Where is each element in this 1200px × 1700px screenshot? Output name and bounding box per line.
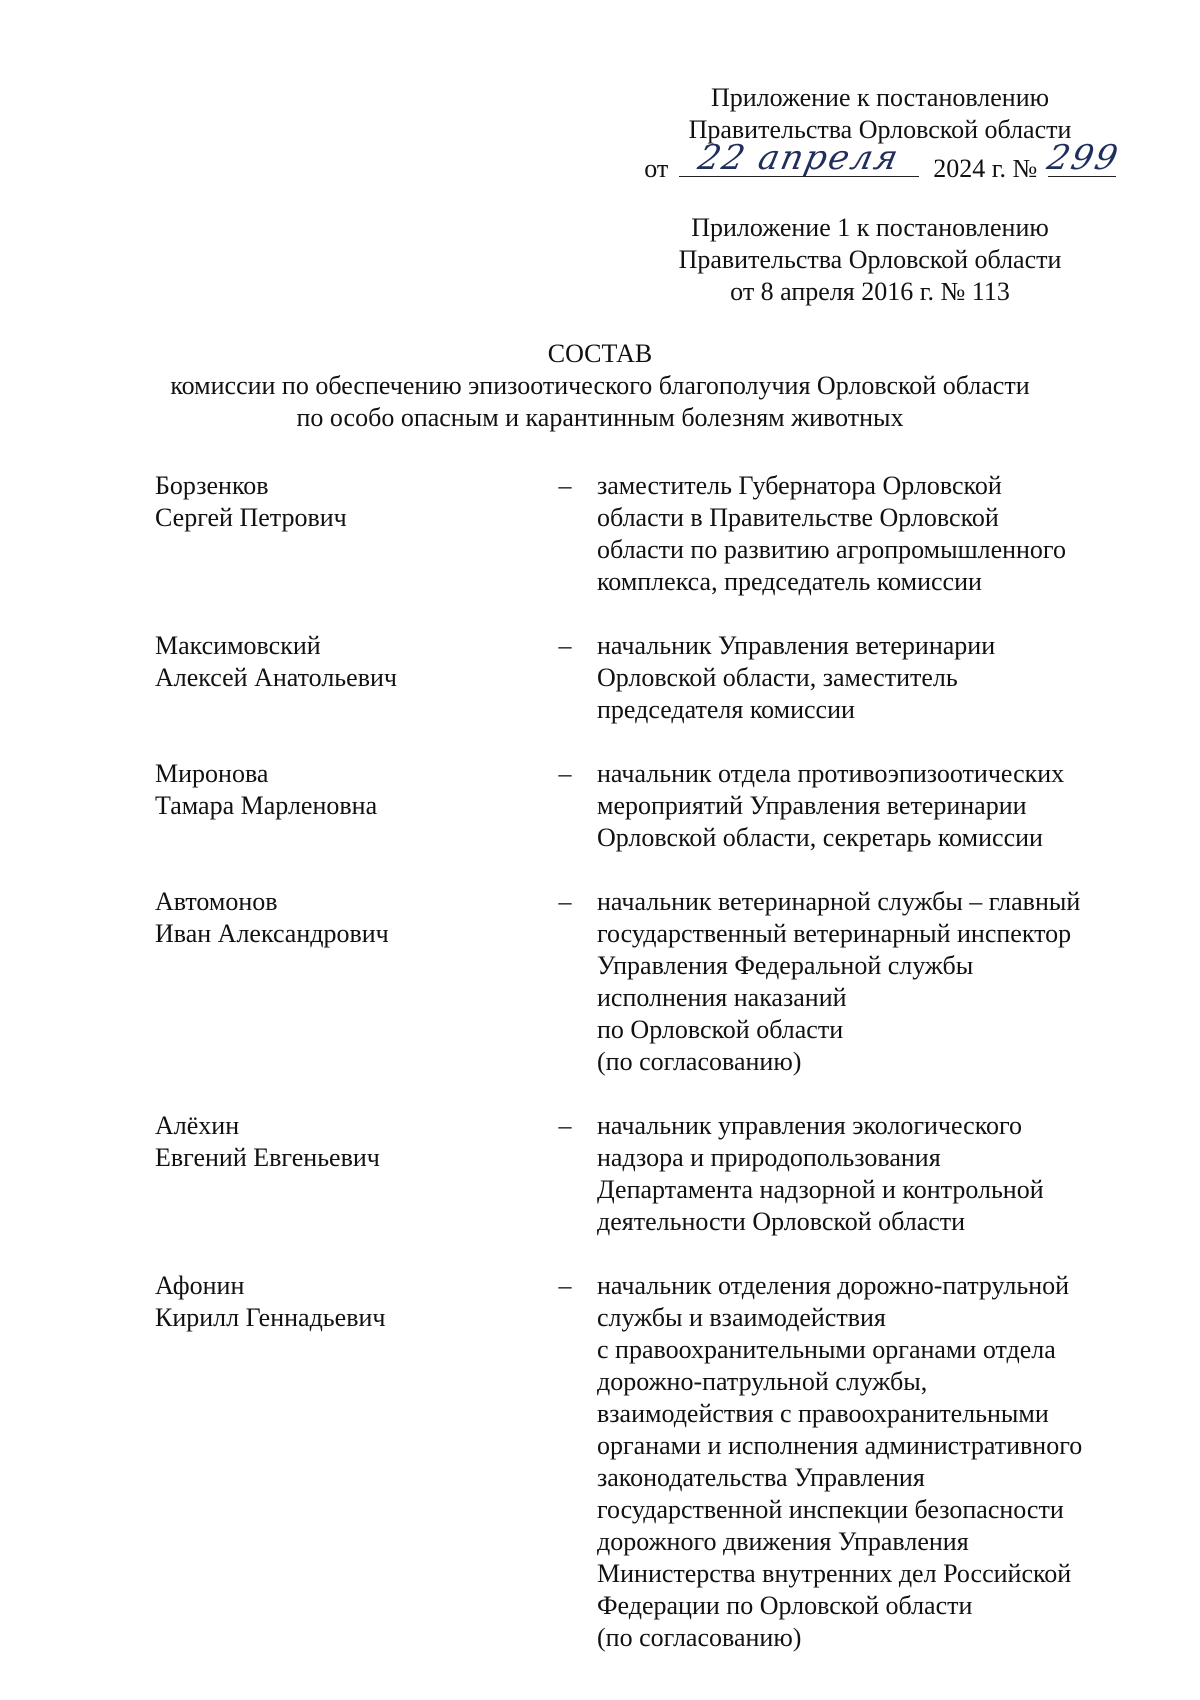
members-list [155, 470, 1140, 1686]
title-line3: по особо опасным и карантинным болезням животных [296, 403, 904, 432]
member-position-line: начальник ветеринарной службы – главный [597, 887, 1081, 916]
member-position-line: Министерства внутренних дел Российской [597, 1559, 1072, 1588]
member-row [155, 1270, 1140, 1654]
member-position-line: взаимодействия с правоохранительными [597, 1399, 1049, 1428]
member-given-name: Иван Александрович [155, 919, 389, 948]
member-surname: Борзенков [155, 471, 269, 500]
member-row [155, 758, 1140, 854]
member-position [595, 758, 1127, 854]
member-given-name: Тамара Марленовна [155, 791, 378, 820]
member-given-name: Сергей Петрович [155, 503, 347, 532]
member-position [595, 1110, 1127, 1238]
member-given-name: Кирилл Геннадьевич [155, 1303, 386, 1332]
member-position-line: деятельности Орловской области [597, 1207, 966, 1236]
member-position [595, 470, 1127, 598]
member-position-line: Орловской области, секретарь комиссии [597, 823, 1043, 852]
handwritten-number-field [1043, 138, 1123, 178]
member-dash: – [558, 759, 572, 788]
handwritten-date-field [679, 138, 919, 178]
member-name [155, 1110, 535, 1238]
member-position-line: области по развитию агропромышленного [597, 535, 1066, 564]
member-position [595, 630, 1127, 726]
member-position-line: Департамента надзорной и контрольной [597, 1175, 1044, 1204]
annex-current [620, 82, 1140, 185]
member-row [155, 1110, 1140, 1238]
member-dash: – [558, 1111, 572, 1140]
member-dash: – [558, 1271, 572, 1300]
title-main: СОСТАВ [547, 339, 653, 368]
member-position-line: с правоохранительными органами отдела [597, 1335, 1056, 1364]
member-position-line: начальник Управления ветеринарии [597, 631, 996, 660]
member-dash: – [558, 471, 572, 500]
member-position-line: председателя комиссии [597, 695, 855, 724]
member-position-line: органами и исполнения административного [597, 1431, 1083, 1460]
member-position-line: начальник отделения дорожно-патрульной [597, 1271, 1070, 1300]
member-row [155, 630, 1140, 726]
member-given-name: Евгений Евгеньевич [155, 1143, 380, 1172]
document-title [60, 338, 1140, 434]
member-position-line: Управления Федеральной службы [597, 951, 974, 980]
member-position-line: области в Правительстве Орловской [597, 503, 999, 532]
annex-previous-line3: от 8 апреля 2016 г. № 113 [730, 277, 1010, 306]
member-position-line: мероприятий Управления ветеринарии [597, 791, 1027, 820]
annex-previous-line2: Правительства Орловской области [678, 245, 1062, 274]
member-position-line: (по согласованию) [597, 1047, 802, 1076]
member-name [155, 886, 535, 1078]
annex-previous-line1: Приложение 1 к постановлению [691, 213, 1049, 242]
member-name [155, 630, 535, 726]
member-surname: Афонин [155, 1271, 245, 1300]
title-line2: комиссии по обеспечению эпизоотического благополучия Орловской области [170, 371, 1030, 400]
member-surname: Алёхин [155, 1111, 240, 1140]
member-position-line: заместитель Губернатора Орловской [597, 471, 1002, 500]
member-name [155, 1270, 535, 1654]
member-position-line: исполнения наказаний [597, 983, 847, 1012]
member-position-line: Федерации по Орловской области [597, 1591, 973, 1620]
member-position [595, 1270, 1127, 1654]
member-position-line: законодательства Управления [597, 1463, 925, 1492]
member-dash: – [558, 887, 572, 916]
member-position-line: начальник отдела противоэпизоотических [597, 759, 1065, 788]
member-position-line: начальник управления экологического [597, 1111, 1023, 1140]
member-dash: – [558, 631, 572, 660]
member-given-name: Алексей Анатольевич [155, 663, 397, 692]
member-position-line: (по согласованию) [597, 1623, 802, 1652]
annex-year-text: 2024 г. № [933, 154, 1038, 183]
member-surname: Автомонов [155, 887, 278, 916]
member-position-line: надзора и природопользования [597, 1143, 941, 1172]
annex-previous [600, 212, 1140, 308]
member-position-line: по Орловской области [597, 1015, 844, 1044]
member-surname: Миронова [155, 759, 269, 788]
handwritten-number: 299 [1043, 138, 1123, 178]
member-name [155, 758, 535, 854]
member-position-line: дорожного движения Управления [597, 1527, 969, 1556]
member-row [155, 886, 1140, 1078]
member-position-line: государственный ветеринарный инспектор [597, 919, 1072, 948]
annex-current-line1: Приложение к постановлению [710, 83, 1050, 112]
member-position-line: службы и взаимодействия [597, 1303, 886, 1332]
member-row [155, 470, 1140, 598]
handwritten-date: 22 апреля [694, 138, 904, 178]
member-position-line: государственной инспекции безопасности [597, 1495, 1064, 1524]
member-position-line: комплекса, председатель комиссии [597, 567, 982, 596]
member-position-line: Орловской области, заместитель [597, 663, 958, 692]
annex-date-prefix: от [644, 154, 669, 183]
member-position-line: дорожно-патрульной службы, [597, 1367, 928, 1396]
member-position [595, 886, 1127, 1078]
member-name [155, 470, 535, 598]
annex-current-date-line [644, 138, 1123, 185]
annex-current-line2: Правительства Орловской области [688, 115, 1072, 144]
member-surname: Максимовский [155, 631, 321, 660]
